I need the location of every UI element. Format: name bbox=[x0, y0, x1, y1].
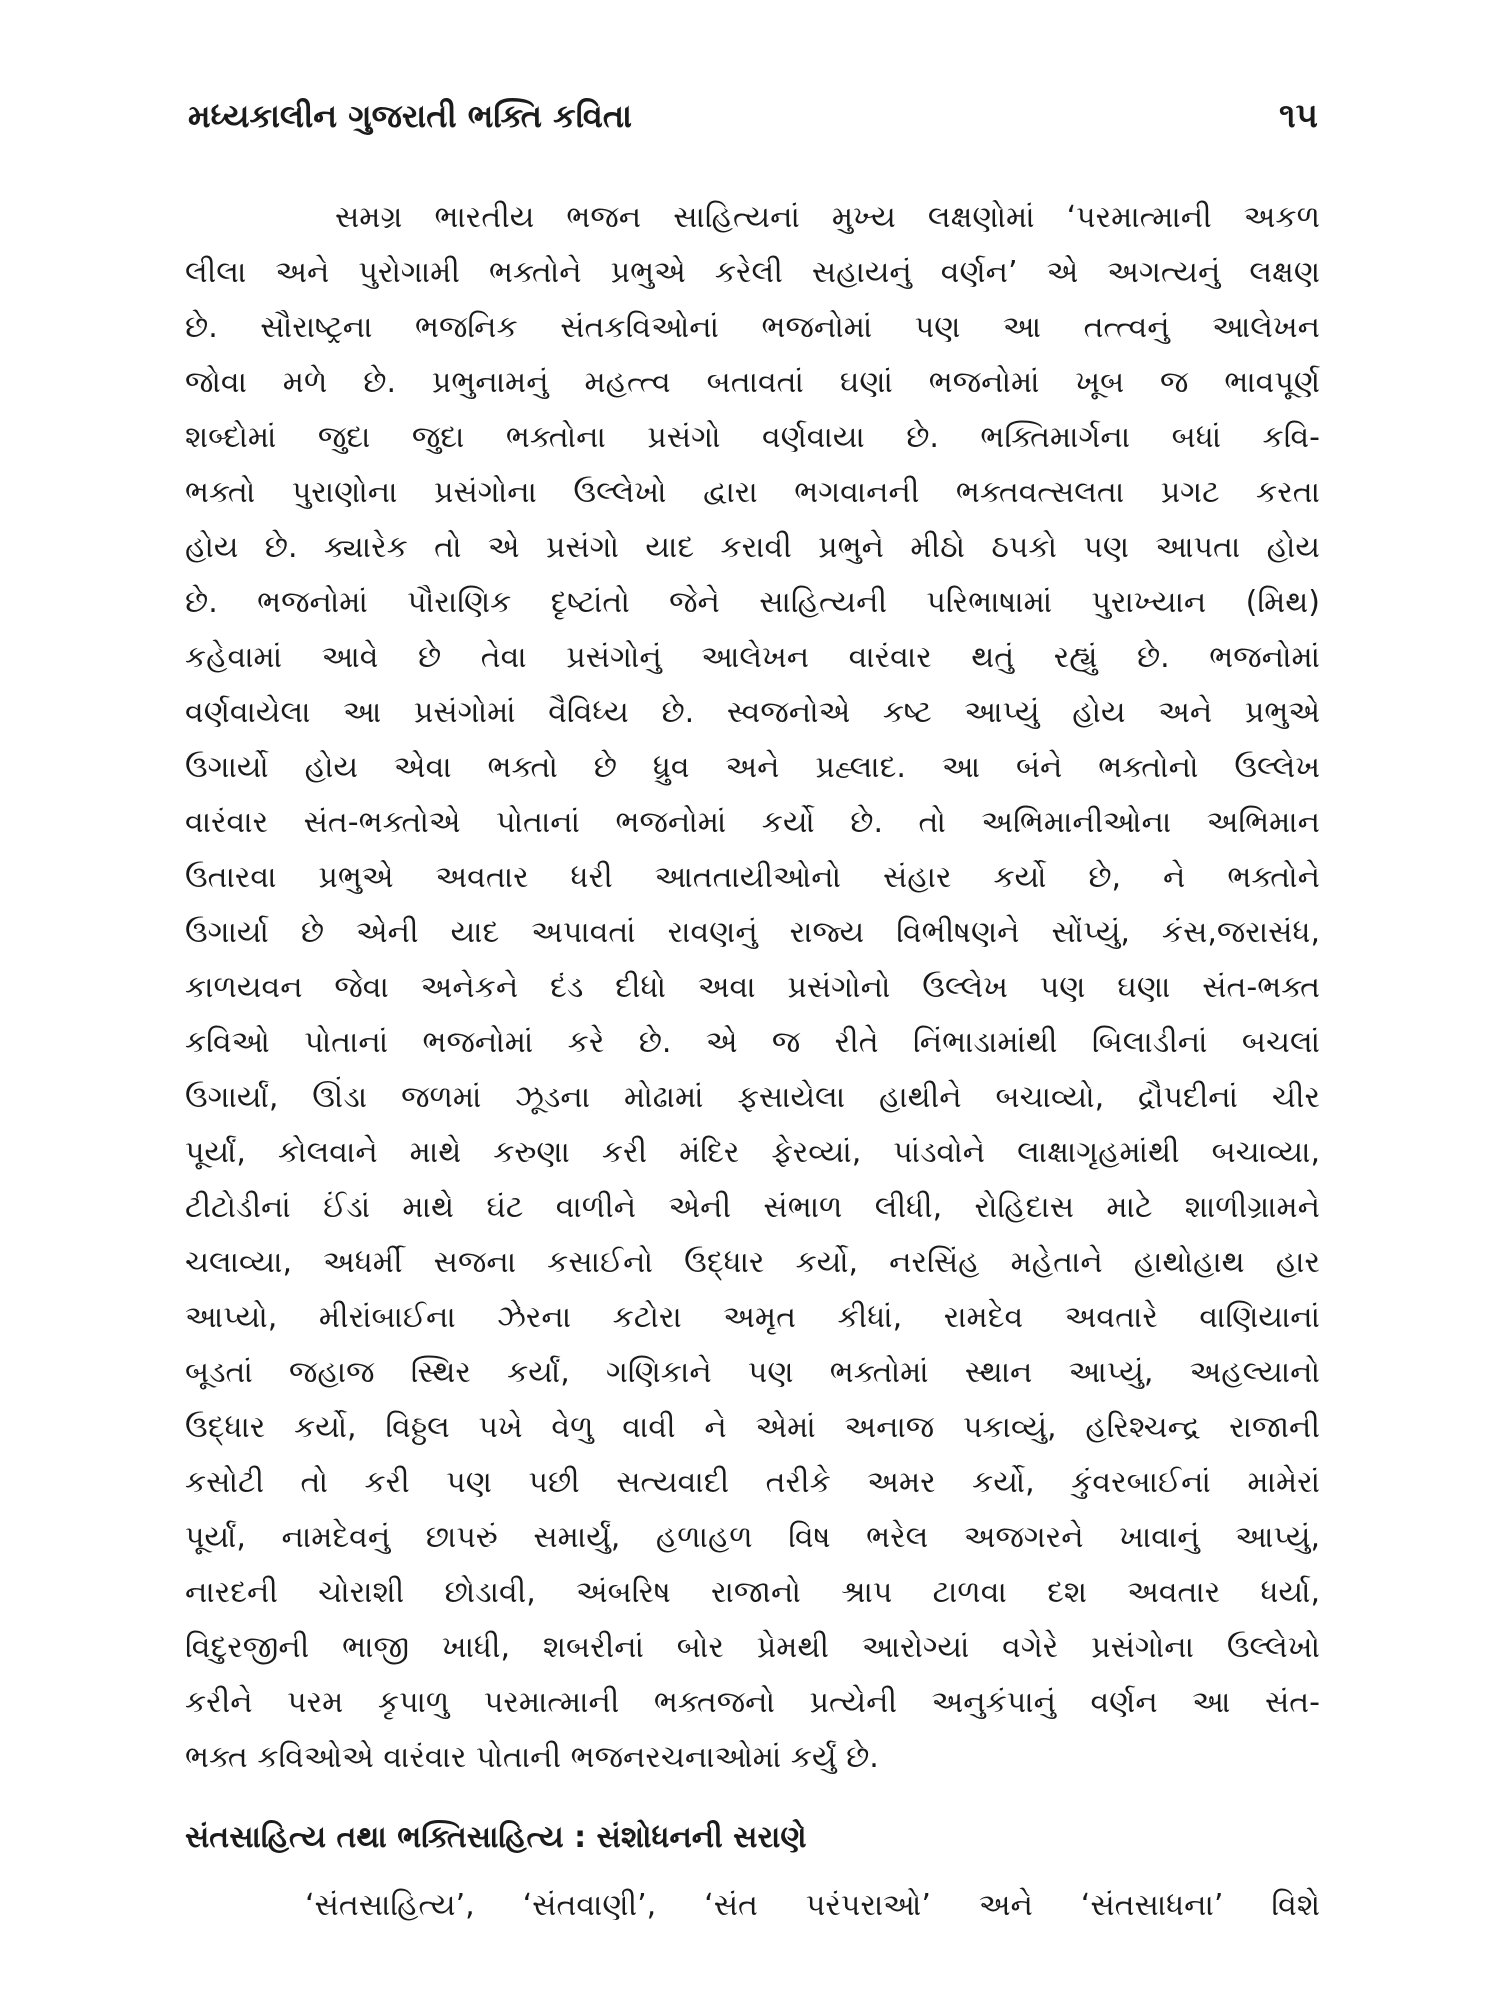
paragraph-line: લીલા અને પુરોગામી ભક્તોને પ્રભુએ કરેલી સહાયનું વર્ણન’ એ અગત્યનું લક્ષણ bbox=[185, 255, 1320, 290]
paragraph-line: ભક્ત કવિઓએ વારંવાર પોતાની ભજનરચનાઓમાં કર્યું છે. bbox=[185, 1740, 879, 1775]
paragraph-line: ચલાવ્યા, અધર્મી સજના કસાઈનો ઉદ્ધાર કર્યો, નરસિંહ મહેતાને હાથોહાથ હાર bbox=[185, 1245, 1320, 1280]
paragraph-line: ટીટોડીનાં ઈંડાં માથે ઘંટ વાળીને એની સંભાળ લીધી, રોહિદાસ માટે શાળીગ્રામને bbox=[185, 1190, 1320, 1225]
paragraph-line: આપ્યો, મીરાંબાઈના ઝેરના કટોરા અમૃત કીધાં, રામદેવ અવતારે વાણિયાનાં bbox=[185, 1300, 1320, 1335]
paragraph-line: ઉગાર્યા છે એની યાદ અપાવતાં રાવણનું રાજ્ય વિભીષણને સોંપ્યું, કંસ,જરાસંધ, bbox=[185, 915, 1320, 950]
paragraph-line: કહેવામાં આવે છે તેવા પ્રસંગોનું આલેખન વારંવાર થતું રહ્યું છે. ભજનોમાં bbox=[185, 640, 1320, 675]
paragraph-line: ઉતારવા પ્રભુએ અવતાર ધરી આતતાયીઓનો સંહાર કર્યો છે, ને ભક્તોને bbox=[185, 860, 1320, 895]
paragraph-line: ઉદ્ધાર કર્યો, વિઠ્ઠલ પખે વેળુ વાવી ને એમાં અનાજ પકાવ્યું, હરિશ્ચન્દ્ર રાજાની bbox=[185, 1410, 1320, 1445]
paragraph-line: કાળયવન જેવા અનેકને દંડ દીધો અવા પ્રસંગોનો ઉલ્લેખ પણ ઘણા સંત-ભક્ત bbox=[185, 970, 1320, 1005]
paragraph-line: હોય છે. ક્યારેક તો એ પ્રસંગો યાદ કરાવી પ્રભુને મીઠો ઠપકો પણ આપતા હોય bbox=[185, 530, 1320, 565]
running-head bbox=[188, 92, 1318, 152]
paragraph-line: વર્ણવાયેલા આ પ્રસંગોમાં વૈવિધ્ય છે. સ્વજનોએ કષ્ટ આપ્યું હોય અને પ્રભુએ bbox=[185, 695, 1320, 730]
paragraph-line: પૂર્યાં, નામદેવનું છાપરું સમાર્યું, હળાહળ વિષ ભરેલ અજગરને ખાવાનું આપ્યું, bbox=[185, 1520, 1320, 1555]
paragraph-line: નારદની ચોરાશી છોડાવી, અંબરિષ રાજાનો શ્રાપ ટાળવા દશ અવતાર ધર્યા, bbox=[185, 1575, 1320, 1610]
paragraph-line: છે. ભજનોમાં પૌરાણિક દૃષ્ટાંતો જેને સાહિત્યની પરિભાષામાં પુરાખ્યાન (મિથ) bbox=[185, 585, 1320, 620]
paragraph-line: શબ્દોમાં જુદા જુદા ભક્તોના પ્રસંગો વર્ણવાયા છે. ભક્તિમાર્ગના બધાં કવિ- bbox=[185, 420, 1320, 455]
section-paragraph bbox=[185, 1878, 1320, 1933]
paragraph-line: ઉગાર્યાં, ઊંડા જળમાં ઝૂડના મોઢામાં ફસાયેલા હાથીને બચાવ્યો, દ્રૌપદીનાં ચીર bbox=[185, 1080, 1320, 1115]
paragraph-line: કસોટી તો કરી પણ પછી સત્યવાદી તરીકે અમર કર્યો, કુંવરબાઈનાં મામેરાં bbox=[185, 1465, 1320, 1500]
body-paragraph bbox=[185, 190, 1320, 1785]
paragraph-line: જોવા મળે છે. પ્રભુનામનું મહત્ત્વ બતાવતાં ઘણાં ભજનોમાં ખૂબ જ ભાવપૂર્ણ bbox=[185, 365, 1320, 400]
paragraph-line: ઉગાર્યો હોય એવા ભક્તો છે ધ્રુવ અને પ્રહ્લાદ. આ બંને ભક્તોનો ઉલ્લેખ bbox=[185, 750, 1320, 785]
paragraph-line: ‘સંતસાહિત્ય’, ‘સંતવાણી’, ‘સંત પરંપરાઓ’ અને ‘સંતસાધના’ વિશે bbox=[305, 1888, 1320, 1923]
paragraph-line: સમગ્ર ભારતીય ભજન સાહિત્યનાં મુખ્ય લક્ષણોમાં ‘પરમાત્માની અકળ bbox=[335, 200, 1320, 235]
paragraph-line: ભક્તો પુરાણોના પ્રસંગોના ઉલ્લેખો દ્વારા ભગવાનની ભક્તવત્સલતા પ્રગટ કરતા bbox=[185, 475, 1320, 510]
paragraph-line: પૂર્યાં, કોલવાને માથે કરુણા કરી મંદિર ફેરવ્યાં, પાંડવોને લાક્ષાગૃહમાંથી બચાવ્યા, bbox=[185, 1135, 1320, 1170]
section-heading: સંતસાહિત્ય તથા ભક્તિસાહિત્ય : સંશોધનની સરાણે bbox=[185, 1820, 807, 1855]
paragraph-line: વિદુરજીની ભાજી ખાધી, શબરીનાં બોર પ્રેમથી આરોગ્યાં વગેરે પ્રસંગોના ઉલ્લેખો bbox=[185, 1630, 1320, 1665]
page-number: ૧૫ bbox=[1279, 96, 1318, 136]
paragraph-line: છે. સૌરાષ્ટ્રના ભજનિક સંતકવિઓનાં ભજનોમાં પણ આ તત્ત્વનું આલેખન bbox=[185, 310, 1320, 345]
paragraph-line: વારંવાર સંત-ભક્તોએ પોતાનાં ભજનોમાં કર્યો છે. તો અભિમાનીઓના અભિમાન bbox=[185, 805, 1320, 840]
paragraph-line: બૂડતાં જહાજ સ્થિર કર્યાં, ગણિકાને પણ ભક્તોમાં સ્થાન આપ્યું, અહલ્યાનો bbox=[185, 1355, 1320, 1390]
paragraph-line: કવિઓ પોતાનાં ભજનોમાં કરે છે. એ જ રીતે નિંભાડામાંથી બિલાડીનાં બચલાં bbox=[185, 1025, 1320, 1060]
running-title: મધ્યકાલીન ગુજરાતી ભક્તિ કવિતા bbox=[188, 97, 632, 135]
paragraph-line: કરીને પરમ કૃપાળુ પરમાત્માની ભક્તજનો પ્રત્યેની અનુકંપાનું વર્ણન આ સંત- bbox=[185, 1685, 1320, 1720]
